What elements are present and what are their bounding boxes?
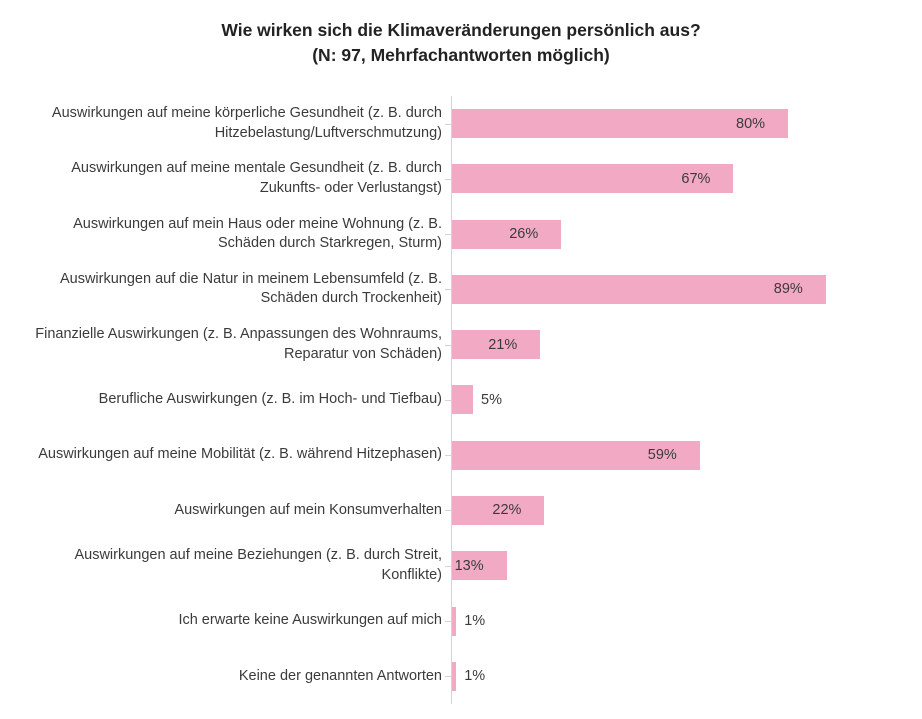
category-label: Auswirkungen auf meine mentale Gesundheit (z. B. durch Zukunfts- oder Verlustangst) — [71, 160, 442, 196]
axis-tick — [445, 676, 451, 677]
category-label: Auswirkungen auf mein Konsumverhalten — [174, 501, 442, 518]
bar-value-label: 26% — [509, 226, 539, 243]
bar-row — [0, 151, 922, 206]
category-label: Berufliche Auswirkungen (z. B. im Hoch- und Tiefbau) — [98, 391, 442, 408]
bar-value-label: 21% — [488, 336, 518, 353]
axis-tick — [445, 455, 451, 456]
bar-wrapper — [452, 317, 517, 372]
bar-wrapper — [452, 649, 485, 704]
bar-wrapper — [452, 151, 710, 206]
bar-row — [0, 207, 922, 262]
axis-tick — [445, 234, 451, 235]
bar-wrapper — [452, 538, 484, 593]
bar-row — [0, 372, 922, 427]
chart-title — [0, 18, 922, 69]
axis-tick — [445, 621, 451, 622]
category-label: Auswirkungen auf mein Haus oder meine Wohnung (z. B. Schäden durch Starkregen, Sturm) — [73, 215, 442, 252]
bar-row — [0, 593, 922, 648]
bar-row — [0, 428, 922, 483]
chart-subtitle: (N: 97, Mehrfachantworten möglich) — [312, 45, 610, 66]
bar-wrapper — [452, 207, 538, 262]
axis-tick — [445, 289, 451, 290]
plot-area — [0, 96, 922, 704]
bar-value-label: 80% — [736, 115, 766, 132]
bar-wrapper — [452, 593, 485, 648]
bar-row — [0, 317, 922, 372]
bar — [452, 607, 456, 636]
chart-title-line1: Wie wirken sich die Klimaveränderungen persönlich aus? — [221, 20, 701, 40]
category-label: Auswirkungen auf meine körperliche Gesundheit (z. B. durch Hitzebelastung/Luftverschmutzung) — [51, 105, 442, 141]
bar — [452, 220, 561, 249]
axis-tick — [445, 179, 451, 180]
axis-tick — [445, 124, 451, 125]
bar-wrapper — [452, 428, 677, 483]
category-label: Keine der genannten Antworten — [238, 667, 442, 684]
bar — [452, 275, 826, 304]
bar-value-label: 13% — [454, 557, 484, 574]
bar-wrapper — [452, 483, 521, 538]
bar-wrapper — [452, 96, 765, 151]
category-label: Ich erwarte keine Auswirkungen auf mich — [178, 612, 442, 629]
category-label: Finanzielle Auswirkungen (z. B. Anpassungen des Wohnraums, Reparatur von Schäden) — [35, 326, 442, 362]
bar-row — [0, 483, 922, 538]
axis-tick — [445, 566, 451, 567]
axis-tick — [445, 345, 451, 346]
bar — [452, 385, 473, 414]
bar-row — [0, 649, 922, 704]
bar-row — [0, 538, 922, 593]
category-label: Auswirkungen auf meine Beziehungen (z. B. durch Streit, Konflikte) — [74, 547, 442, 583]
bar-value-label: 1% — [464, 668, 486, 685]
bar-value-label: 59% — [647, 447, 677, 464]
bar-value-label: 89% — [773, 281, 803, 298]
bar-wrapper — [452, 372, 502, 427]
axis-tick — [445, 400, 451, 401]
axis-tick — [445, 510, 451, 511]
bar-value-label: 1% — [464, 613, 486, 630]
bar-value-label: 5% — [481, 391, 502, 408]
bar-value-label: 67% — [681, 170, 711, 187]
category-label: Auswirkungen auf meine Mobilität (z. B. während Hitzephasen) — [38, 446, 442, 463]
bar-rows — [0, 96, 922, 704]
bar-wrapper — [452, 262, 803, 317]
category-label: Auswirkungen auf die Natur in meinem Lebensumfeld (z. B. Schäden durch Trockenheit) — [59, 270, 442, 307]
bar-value-label: 22% — [492, 502, 522, 519]
bar-row — [0, 262, 922, 317]
bar-row — [0, 96, 922, 151]
bar — [452, 662, 456, 691]
